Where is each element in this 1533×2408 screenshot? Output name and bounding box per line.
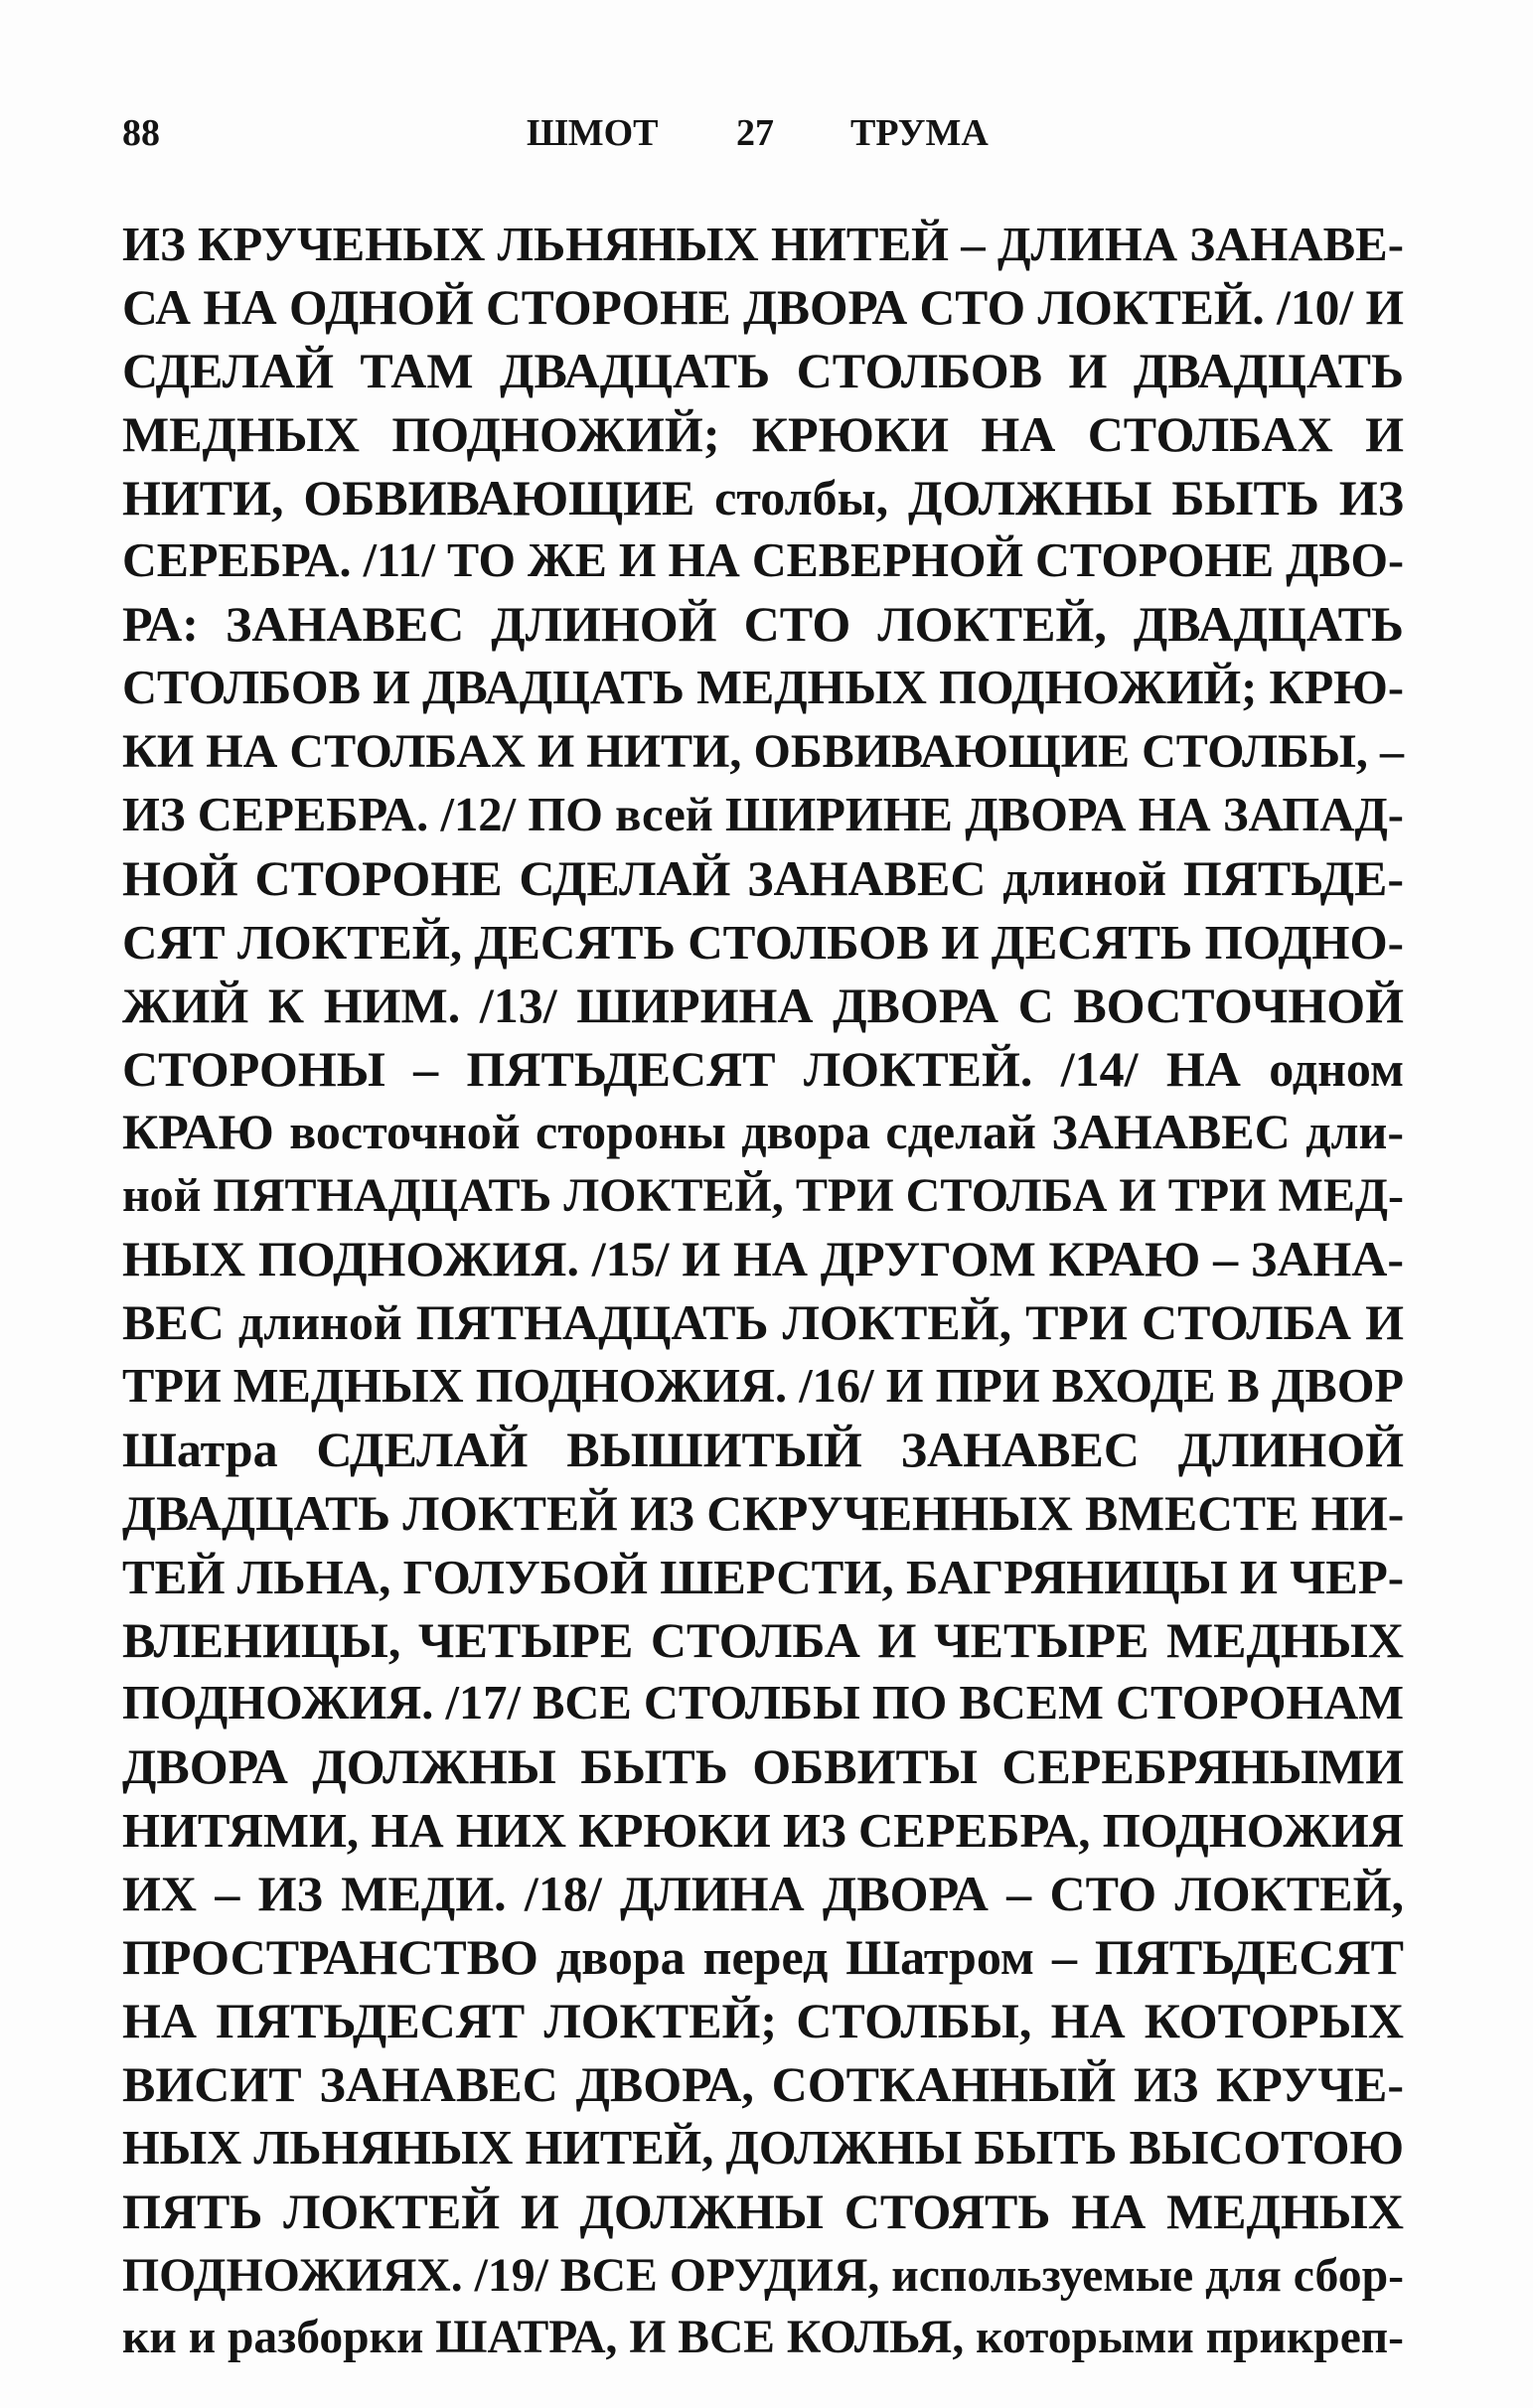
running-header <box>122 111 1404 161</box>
text-line: ТРИ МЕДНЫХ ПОДНОЖИЯ. /16/ И ПРИ ВХОДЕ В ДВОР <box>122 1360 1405 1414</box>
text-line: ЖИЙ К НИМ. /13/ ШИРИНА ДВОРА С ВОСТОЧНОЙ <box>122 977 1404 1033</box>
text-line: ВЛЕНИЦЫ, ЧЕТЫРЕ СТОЛБА И ЧЕТЫРЕ МЕДНЫХ <box>122 1611 1404 1668</box>
text-line: СТОРОНЫ – ПЯТЬДЕСЯТ ЛОКТЕЙ. /14/ НА одном <box>122 1040 1404 1097</box>
text-line: СЕРЕБРА. /11/ ТО ЖЕ И НА СЕВЕРНОЙ СТОРОНЕ ДВО- <box>122 534 1404 588</box>
text-line: КРАЮ восточной стороны двора сделай ЗАНАВЕС дли- <box>122 1104 1404 1160</box>
text-line: НОЙ СТОРОНЕ СДЕЛАЙ ЗАНАВЕС длиной ПЯТЬДЕ- <box>122 849 1404 906</box>
text-line: НА ПЯТЬДЕСЯТ ЛОКТЕЙ; СТОЛБЫ, НА КОТОРЫХ <box>122 1992 1404 2048</box>
page-number: 88 <box>122 112 160 154</box>
text-line: ДВОРА ДОЛЖНЫ БЫТЬ ОБВИТЫ СЕРЕБРЯНЫМИ <box>122 1738 1404 1795</box>
text-line: СТОЛБОВ И ДВАДЦАТЬ МЕДНЫХ ПОДНОЖИЙ; КРЮ- <box>122 662 1404 715</box>
text-line: РА: ЗАНАВЕС ДЛИНОЙ СТО ЛОКТЕЙ, ДВАДЦАТЬ <box>122 596 1404 653</box>
chapter-number: 27 <box>736 112 774 154</box>
text-line: ИХ – ИЗ МЕДИ. /18/ ДЛИНА ДВОРА – СТО ЛОКТЕЙ, <box>122 1866 1404 1922</box>
book-title: ШМОТ <box>527 112 659 154</box>
text-line: ИЗ СЕРЕБРА. /12/ ПО всей ШИРИНЕ ДВОРА НА ЗАПАД- <box>122 788 1404 842</box>
text-line: СДЕЛАЙ ТАМ ДВАДЦАТЬ СТОЛБОВ И ДВАДЦАТЬ <box>122 342 1404 398</box>
text-line: ВИСИТ ЗАНАВЕС ДВОРА, СОТКАННЫЙ ИЗ КРУЧЕ- <box>122 2055 1404 2112</box>
text-line: ПЯТЬ ЛОКТЕЙ И ДОЛЖНЫ СТОЯТЬ НА МЕДНЫХ <box>122 2182 1404 2239</box>
text-line: МЕДНЫХ ПОДНОЖИЙ; КРЮКИ НА СТОЛБАХ И <box>122 405 1404 462</box>
text-line: ПОДНОЖИЯХ. /19/ ВСЕ ОРУДИЯ, используемые для сбор- <box>122 2248 1404 2302</box>
text-line: ной ПЯТНАДЦАТЬ ЛОКТЕЙ, ТРИ СТОЛБА И ТРИ МЕД- <box>122 1169 1404 1223</box>
text-line: Шатра СДЕЛАЙ ВЫШИТЫЙ ЗАНАВЕС ДЛИНОЙ <box>122 1421 1404 1477</box>
text-line: ПОДНОЖИЯ. /17/ ВСЕ СТОЛБЫ ПО ВСЕМ СТОРОНАМ <box>122 1677 1404 1731</box>
text-line: СЯТ ЛОКТЕЙ, ДЕСЯТЬ СТОЛБОВ И ДЕСЯТЬ ПОДНО- <box>122 914 1405 970</box>
text-line: ПРОСТРАНСТВО двора перед Шатром – ПЯТЬДЕСЯТ <box>122 1929 1404 1986</box>
text-line: ки и разборки ШАТРА, И ВСЕ КОЛЬЯ, которыми прикреп- <box>122 2312 1404 2364</box>
parasha-title: ТРУМА <box>850 112 989 154</box>
text-line: НЫХ ПОДНОЖИЯ. /15/ И НА ДРУГОМ КРАЮ – ЗАНА- <box>122 1231 1404 1287</box>
text-line: НИТЯМИ, НА НИХ КРЮКИ ИЗ СЕРЕБРА, ПОДНОЖИЯ <box>122 1803 1404 1859</box>
text-line: ИЗ КРУЧЕНЫХ ЛЬНЯНЫХ НИТЕЙ – ДЛИНА ЗАНАВЕ- <box>122 217 1404 271</box>
text-line: ТЕЙ ЛЬНА, ГОЛУБОЙ ШЕРСТИ, БАГРЯНИЦЫ И ЧЕР- <box>122 1549 1405 1604</box>
text-line: НЫХ ЛЬНЯНЫХ НИТЕЙ, ДОЛЖНЫ БЫТЬ ВЫСОТОЮ <box>122 2121 1404 2175</box>
text-line: КИ НА СТОЛБАХ И НИТИ, ОБВИВАЮЩИЕ СТОЛБЫ, – <box>122 725 1404 779</box>
text-line: НИТИ, ОБВИВАЮЩИЕ столбы, ДОЛЖНЫ БЫТЬ ИЗ <box>122 469 1404 526</box>
text-line: ВЕС длиной ПЯТНАДЦАТЬ ЛОКТЕЙ, ТРИ СТОЛБА И <box>122 1294 1404 1351</box>
text-line: СА НА ОДНОЙ СТОРОНЕ ДВОРА СТО ЛОКТЕЙ. /10/ И <box>122 279 1404 335</box>
body-text <box>122 213 1404 2370</box>
text-line: ДВАДЦАТЬ ЛОКТЕЙ ИЗ СКРУЧЕННЫХ ВМЕСТЕ НИ- <box>122 1485 1405 1541</box>
